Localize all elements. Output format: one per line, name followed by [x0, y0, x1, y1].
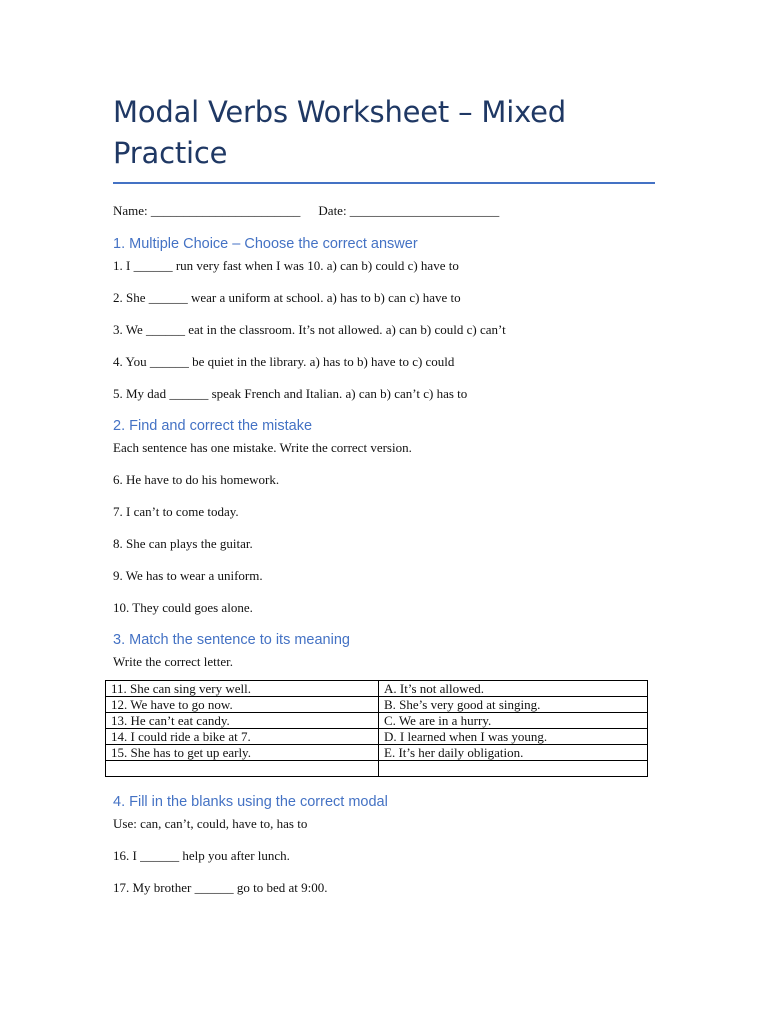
question-8: 8. She can plays the guitar. [113, 536, 253, 551]
question-9: 9. We has to wear a uniform. [113, 568, 263, 583]
table-row [106, 745, 648, 761]
section-4-instruction: Use: can, can’t, could, have to, has to [113, 816, 308, 831]
question-2: 2. She ______ wear a uniform at school. a) has to b) can c) have to [113, 290, 461, 305]
table-row [106, 761, 648, 777]
section-3-instruction: Write the correct letter. [113, 654, 234, 669]
section-2-instruction: Each sentence has one mistake. Write the correct version. [113, 440, 412, 455]
table-cell [379, 761, 648, 777]
worksheet-page [113, 92, 655, 897]
table-cell: B. She’s very good at singing. [379, 697, 648, 713]
section-4-heading: 4. Fill in the blanks using the correct modal [113, 794, 388, 810]
question-4: 4. You ______ be quiet in the library. a) has to b) have to c) could [113, 354, 455, 369]
table-cell: 11. She can sing very well. [106, 681, 379, 697]
table-row [106, 713, 648, 729]
table-cell: A. It’s not allowed. [379, 681, 648, 697]
question-17: 17. My brother ______ go to bed at 9:00. [113, 880, 328, 895]
table-row [106, 697, 648, 713]
table-cell: 14. I could ride a bike at 7. [106, 729, 379, 745]
name-field[interactable]: Name: _______________________ [113, 203, 301, 218]
table-row [106, 729, 648, 745]
table-cell: 13. He can’t eat candy. [106, 713, 379, 729]
table-row [106, 681, 648, 697]
table-cell: C. We are in a hurry. [379, 713, 648, 729]
section-2-heading: 2. Find and correct the mistake [113, 418, 313, 434]
question-1: 1. I ______ run very fast when I was 10. a) can b) could c) have to [113, 258, 459, 273]
table-cell: D. I learned when I was young. [379, 729, 648, 745]
question-10: 10. They could goes alone. [113, 600, 253, 615]
section-3-heading: 3. Match the sentence to its meaning [113, 632, 350, 648]
question-3: 3. We ______ eat in the classroom. It’s not allowed. a) can b) could c) can’t [113, 322, 506, 337]
question-5: 5. My dad ______ speak French and Italian. a) can b) can’t c) has to [113, 386, 468, 401]
question-16: 16. I ______ help you after lunch. [113, 848, 290, 863]
question-6: 6. He have to do his homework. [113, 472, 280, 487]
section-1-heading: 1. Multiple Choice – Choose the correct answer [113, 236, 418, 252]
page-title: Modal Verbs Worksheet – Mixed Practice [113, 95, 567, 170]
title-divider [113, 182, 655, 184]
table-cell [106, 761, 379, 777]
table-cell: 12. We have to go now. [106, 697, 379, 713]
name-date-line [113, 203, 655, 221]
question-7: 7. I can’t to come today. [113, 504, 239, 519]
date-field[interactable]: Date: _______________________ [318, 203, 500, 218]
matching-table [105, 680, 648, 777]
table-cell: E. It’s her daily obligation. [379, 745, 648, 761]
table-cell: 15. She has to get up early. [106, 745, 379, 761]
